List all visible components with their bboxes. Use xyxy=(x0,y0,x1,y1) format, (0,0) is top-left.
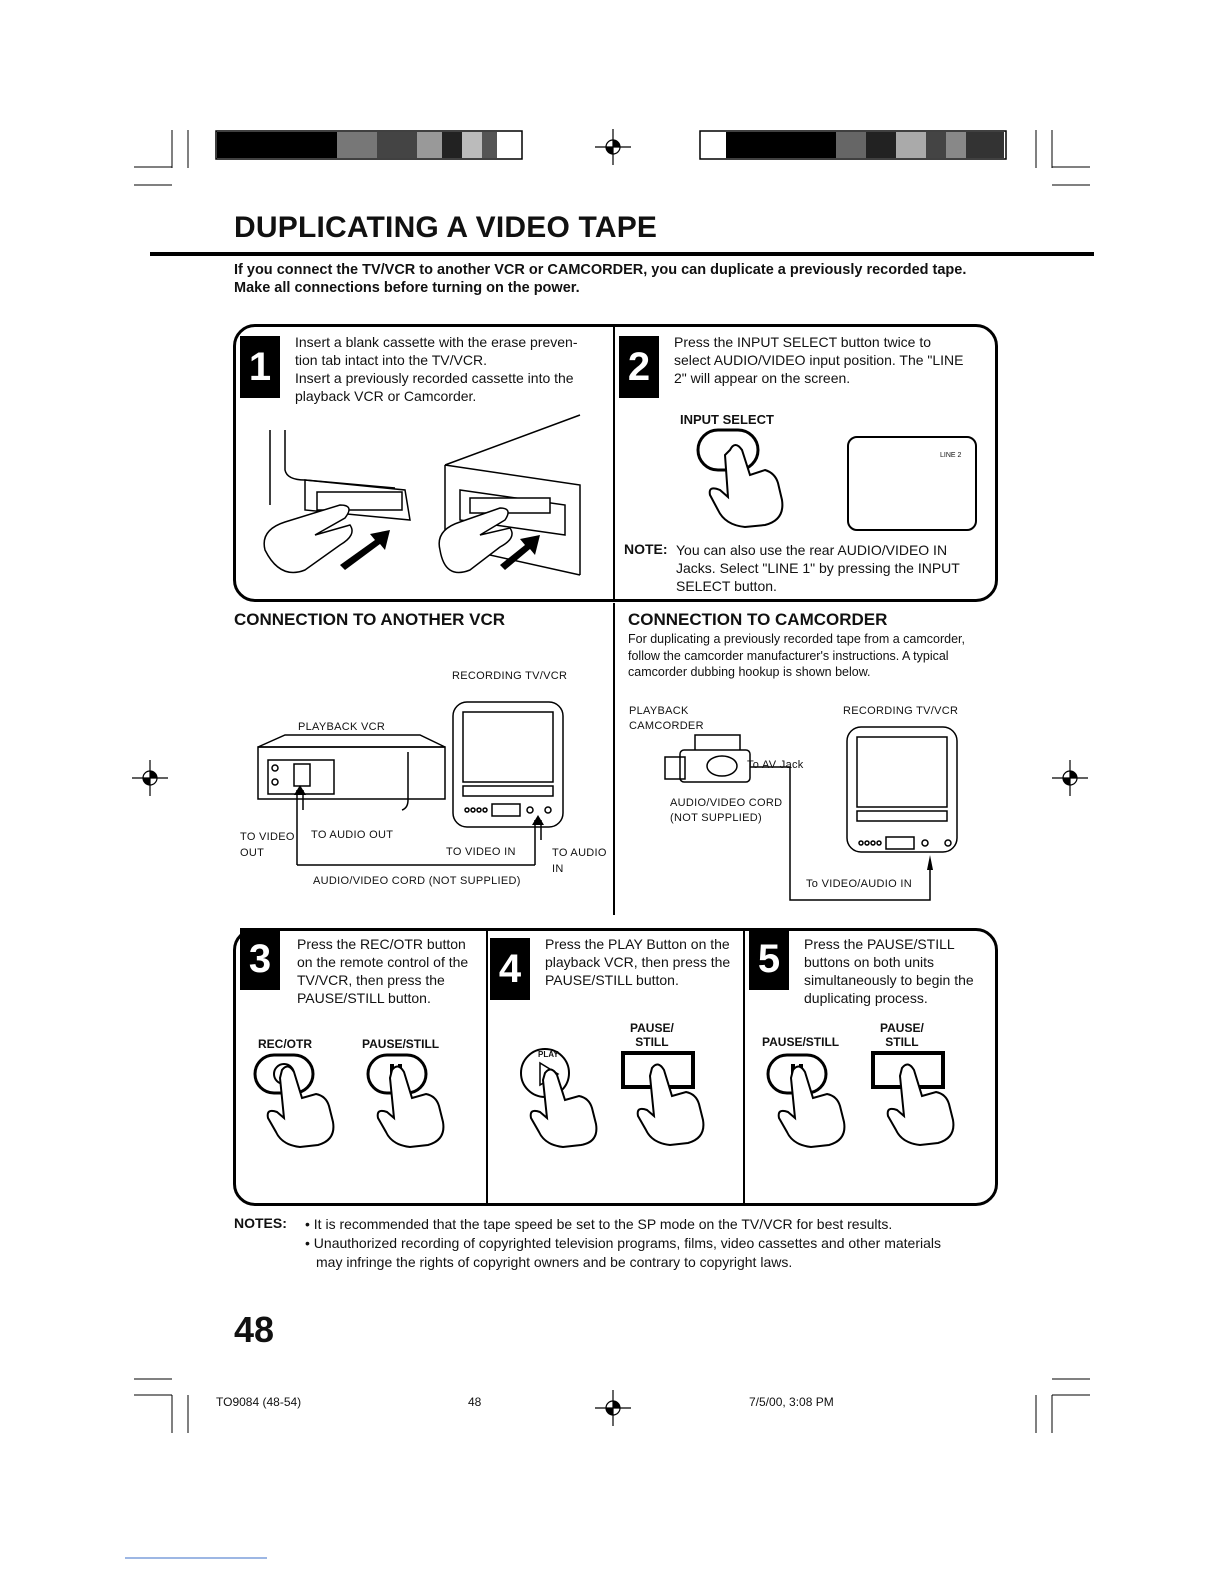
page-number: 48 xyxy=(234,1309,275,1350)
note-line: Jacks. Select "LINE 1" by pressing the INPUT xyxy=(676,560,960,576)
line-2-osd: LINE 2 xyxy=(940,452,962,459)
text-line: playback VCR or Camcorder. xyxy=(295,388,477,404)
note-item-cont: may infringe the rights of copyright owners and be contrary to copyright laws. xyxy=(316,1254,793,1270)
pause-still-label-4 xyxy=(630,1021,674,1049)
label-line: STILL xyxy=(885,1035,919,1049)
label-line: (NOT SUPPLIED) xyxy=(670,812,763,824)
text-line: PAUSE/STILL button. xyxy=(297,990,431,1006)
label-line: AUDIO/VIDEO CORD xyxy=(670,797,783,809)
text-line: Press the REC/OTR button xyxy=(297,936,466,952)
label-line: TO AUDIO xyxy=(552,847,607,859)
intro-line: If you connect the TV/VCR to another VCR or CAMCORDER, you can duplicate a previously recorded tape. xyxy=(234,262,967,278)
vcr-section-heading: CONNECTION TO ANOTHER VCR xyxy=(234,610,506,629)
play-button-text: PLAY xyxy=(538,1050,559,1059)
text-line: Press the INPUT SELECT button twice to xyxy=(674,334,932,350)
label-line: TO VIDEO xyxy=(240,831,295,843)
note-item: • Unauthorized recording of copyrighted television programs, films, video cassettes and other materials xyxy=(305,1235,941,1251)
rec-otr-hand-icon xyxy=(250,1050,360,1150)
text-line: Insert a previously recorded cassette into the xyxy=(295,370,574,386)
divider xyxy=(486,929,488,1205)
pause-still-label-5a: PAUSE/STILL xyxy=(762,1035,840,1049)
desc-line: follow the camcorder manufacturer's instructions. A typical xyxy=(628,648,949,663)
note-line: You can also use the rear AUDIO/VIDEO IN xyxy=(676,542,948,558)
to-audio-out-label: TO AUDIO OUT xyxy=(311,829,394,841)
to-video-audio-in-label: To VIDEO/AUDIO IN xyxy=(806,878,912,890)
camcorder-section-heading: CONNECTION TO CAMCORDER xyxy=(628,610,888,629)
pause-key-hand-icon-5 xyxy=(870,1050,980,1150)
rec-otr-label: REC/OTR xyxy=(258,1037,312,1051)
to-video-out-label xyxy=(240,829,295,861)
intro-line: Make all connections before turning on the power. xyxy=(234,280,580,296)
footer-code: TO9084 (48-54) xyxy=(216,1395,302,1409)
section-divider xyxy=(613,603,615,915)
text-line: TV/VCR, then press the xyxy=(297,972,445,988)
label-line: IN xyxy=(552,863,564,875)
step-5-number: 5 xyxy=(749,928,789,990)
pause-still-hand-icon xyxy=(360,1050,470,1150)
text-line: simultaneously to begin the xyxy=(804,972,974,988)
divider xyxy=(743,929,745,1205)
to-audio-in-label xyxy=(552,845,607,877)
pause-still-label-5b xyxy=(880,1021,924,1049)
text-line: playback VCR, then press the xyxy=(545,954,731,970)
to-av-jack-label: To AV Jack xyxy=(747,759,804,771)
step-3-text xyxy=(297,935,468,1007)
notes-list xyxy=(305,1215,941,1272)
divider xyxy=(613,325,615,601)
desc-line: camcorder dubbing hookup is shown below. xyxy=(628,665,871,679)
tv-screen xyxy=(847,436,977,531)
step-1-text xyxy=(295,333,577,405)
av-cord-label xyxy=(670,796,782,826)
step-1-number: 1 xyxy=(240,336,280,398)
pause-key-hand-icon xyxy=(620,1050,730,1150)
recording-tvvcr-label: RECORDING TV/VCR xyxy=(452,670,568,682)
title-rule xyxy=(150,252,1094,256)
label-line: OUT xyxy=(240,847,265,859)
text-line: Press the PAUSE/STILL xyxy=(804,936,955,952)
pause-still-label: PAUSE/STILL xyxy=(362,1037,440,1051)
label-line: CAMCORDER xyxy=(629,720,704,732)
text-line: 2" will appear on the screen. xyxy=(674,370,851,386)
label-line: PLAYBACK xyxy=(629,705,689,717)
note-line: SELECT button. xyxy=(676,578,777,594)
step-4-text xyxy=(545,935,730,989)
notes-label: NOTES: xyxy=(234,1215,287,1231)
step-3-number: 3 xyxy=(240,928,280,990)
text-line: tion tab intact into the TV/VCR. xyxy=(295,352,487,368)
text-line: Press the PLAY Button on the xyxy=(545,936,730,952)
page-title: DUPLICATING A VIDEO TAPE xyxy=(234,211,658,244)
text-line: PAUSE/STILL button. xyxy=(545,972,679,988)
note-item: • It is recommended that the tape speed be set to the SP mode on the TV/VCR for best results. xyxy=(305,1216,893,1232)
label-line: PAUSE/ xyxy=(880,1021,924,1035)
camcorder-desc xyxy=(628,631,965,681)
text-line: Insert a blank cassette with the erase preven- xyxy=(295,334,578,350)
recording-tvvcr-label-2: RECORDING TV/VCR xyxy=(843,705,959,717)
text-line: duplicating process. xyxy=(804,990,928,1006)
insert-cassette-illustration xyxy=(245,410,605,595)
footer-page: 48 xyxy=(468,1395,482,1409)
text-line: buttons on both units xyxy=(804,954,934,970)
playback-vcr-label: PLAYBACK VCR xyxy=(298,721,386,733)
step-2-note xyxy=(676,541,960,595)
step-2-text xyxy=(674,333,964,387)
pause-still-hand-icon-5 xyxy=(765,1050,875,1150)
play-hand-icon xyxy=(515,1045,615,1150)
label-line: STILL xyxy=(635,1035,669,1049)
cord-label: AUDIO/VIDEO CORD (NOT SUPPLIED) xyxy=(313,875,521,887)
note-label: NOTE: xyxy=(624,541,668,557)
label-line: PAUSE/ xyxy=(630,1021,674,1035)
input-select-label: INPUT SELECT xyxy=(680,412,774,427)
text-line: select AUDIO/VIDEO input position. The "LINE xyxy=(674,352,964,368)
step-4-number: 4 xyxy=(490,938,530,1000)
step-2-number: 2 xyxy=(619,336,659,398)
text-line: on the remote control of the xyxy=(297,954,469,970)
footer-date: 7/5/00, 3:08 PM xyxy=(749,1395,834,1409)
desc-line: For duplicating a previously recorded tape from a camcorder, xyxy=(628,632,965,646)
intro-text xyxy=(234,261,1094,297)
to-video-in-label: TO VIDEO IN xyxy=(446,846,516,858)
input-select-hand-icon xyxy=(690,425,810,535)
step-5-text xyxy=(804,935,974,1007)
